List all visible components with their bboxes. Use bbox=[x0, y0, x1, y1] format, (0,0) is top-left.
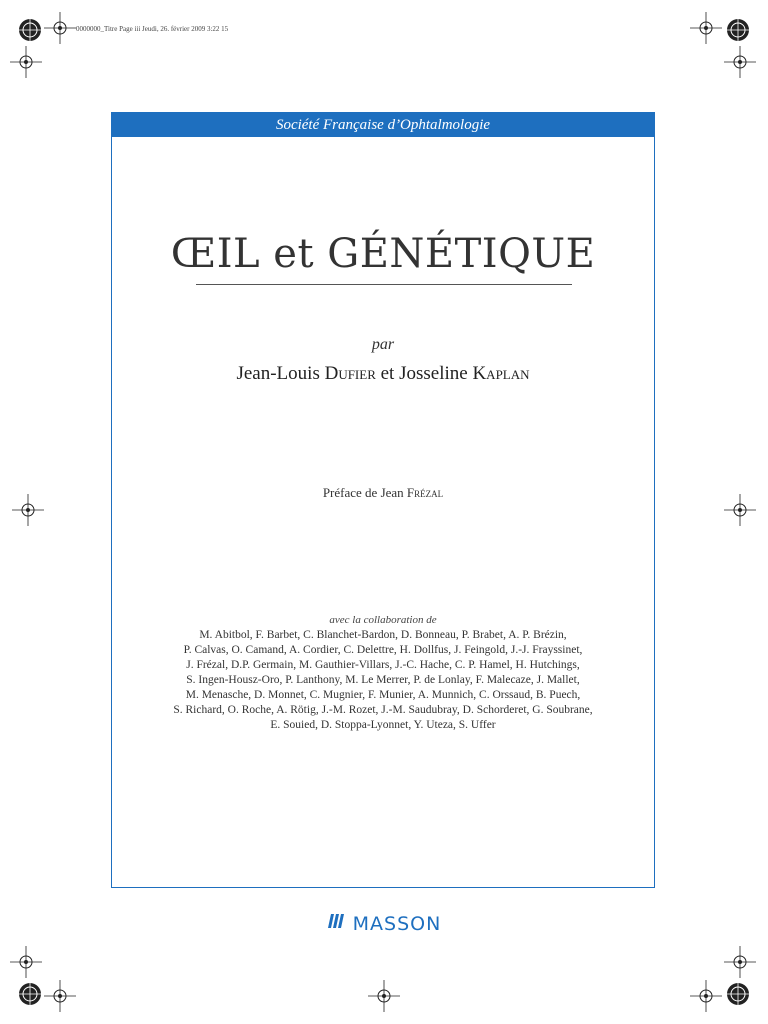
title-page-frame bbox=[111, 112, 655, 888]
authors-joiner: et bbox=[375, 363, 400, 384]
registration-mark-icon bbox=[718, 974, 758, 1014]
masson-logo-icon bbox=[327, 912, 345, 935]
crop-target-icon bbox=[40, 976, 80, 1016]
by-label: par bbox=[371, 336, 395, 353]
preface-name: Frézal bbox=[406, 485, 444, 500]
collaborators-line: J. Frézal, D.P. Germain, M. Gauthier-Villars, J.-C. Hache, C. P. Hamel, H. Hutchings, bbox=[186, 659, 580, 671]
collaborators-list bbox=[132, 628, 634, 733]
society-banner: Société Française d’Ophtalmologie bbox=[112, 113, 654, 137]
author-1-last: Dufier bbox=[324, 363, 376, 384]
collaborators-line: E. Souied, D. Stoppa-Lyonnet, Y. Uteza, S. Uffer bbox=[270, 719, 496, 731]
crop-target-icon bbox=[6, 42, 46, 82]
crop-target-icon bbox=[40, 8, 80, 48]
crop-target-icon bbox=[720, 490, 760, 530]
crop-target-icon bbox=[364, 976, 404, 1016]
author-1-first: Jean-Louis bbox=[236, 363, 325, 384]
printer-slug: 0000000_Titre Page iii Jeudi, 26. février 2009 3:22 15 bbox=[76, 25, 229, 33]
collaboration-label: avec la collaboration de bbox=[329, 614, 437, 626]
collaborators-line: S. Ingen-Housz-Oro, P. Lanthony, M. Le Merrer, P. de Lonlay, F. Malecaze, J. Mallet, bbox=[186, 674, 580, 686]
collaborators-line: S. Richard, O. Roche, A. Rötig, J.-M. Rozet, J.-M. Saudubray, D. Schorderet, G. Soubrane, bbox=[173, 704, 593, 716]
book-title: ŒIL et GÉNÉTIQUE bbox=[170, 231, 596, 277]
title-underline bbox=[196, 284, 572, 285]
preface-prefix: Préface de Jean bbox=[322, 485, 407, 500]
crop-target-icon bbox=[720, 42, 760, 82]
crop-target-icon bbox=[8, 490, 48, 530]
publisher-block bbox=[0, 912, 768, 935]
collaborators-line: P. Calvas, O. Camand, A. Cordier, C. Delettre, H. Dollfus, J. Feingold, J.-J. Frayssinet, bbox=[183, 644, 583, 656]
author-2-first: Josseline bbox=[399, 363, 473, 384]
authors-line bbox=[112, 363, 654, 385]
collaborators-line: M. Abitbol, F. Barbet, C. Blanchet-Bardon, D. Bonneau, P. Brabet, A. P. Brézin, bbox=[199, 629, 567, 641]
collaborators-line: M. Menasche, D. Monnet, C. Mugnier, F. Munier, A. Munnich, C. Orssaud, B. Puech, bbox=[185, 689, 581, 701]
preface-line bbox=[112, 485, 654, 501]
author-2-last: Kaplan bbox=[472, 363, 530, 384]
publisher-name: MASSON bbox=[352, 912, 442, 935]
